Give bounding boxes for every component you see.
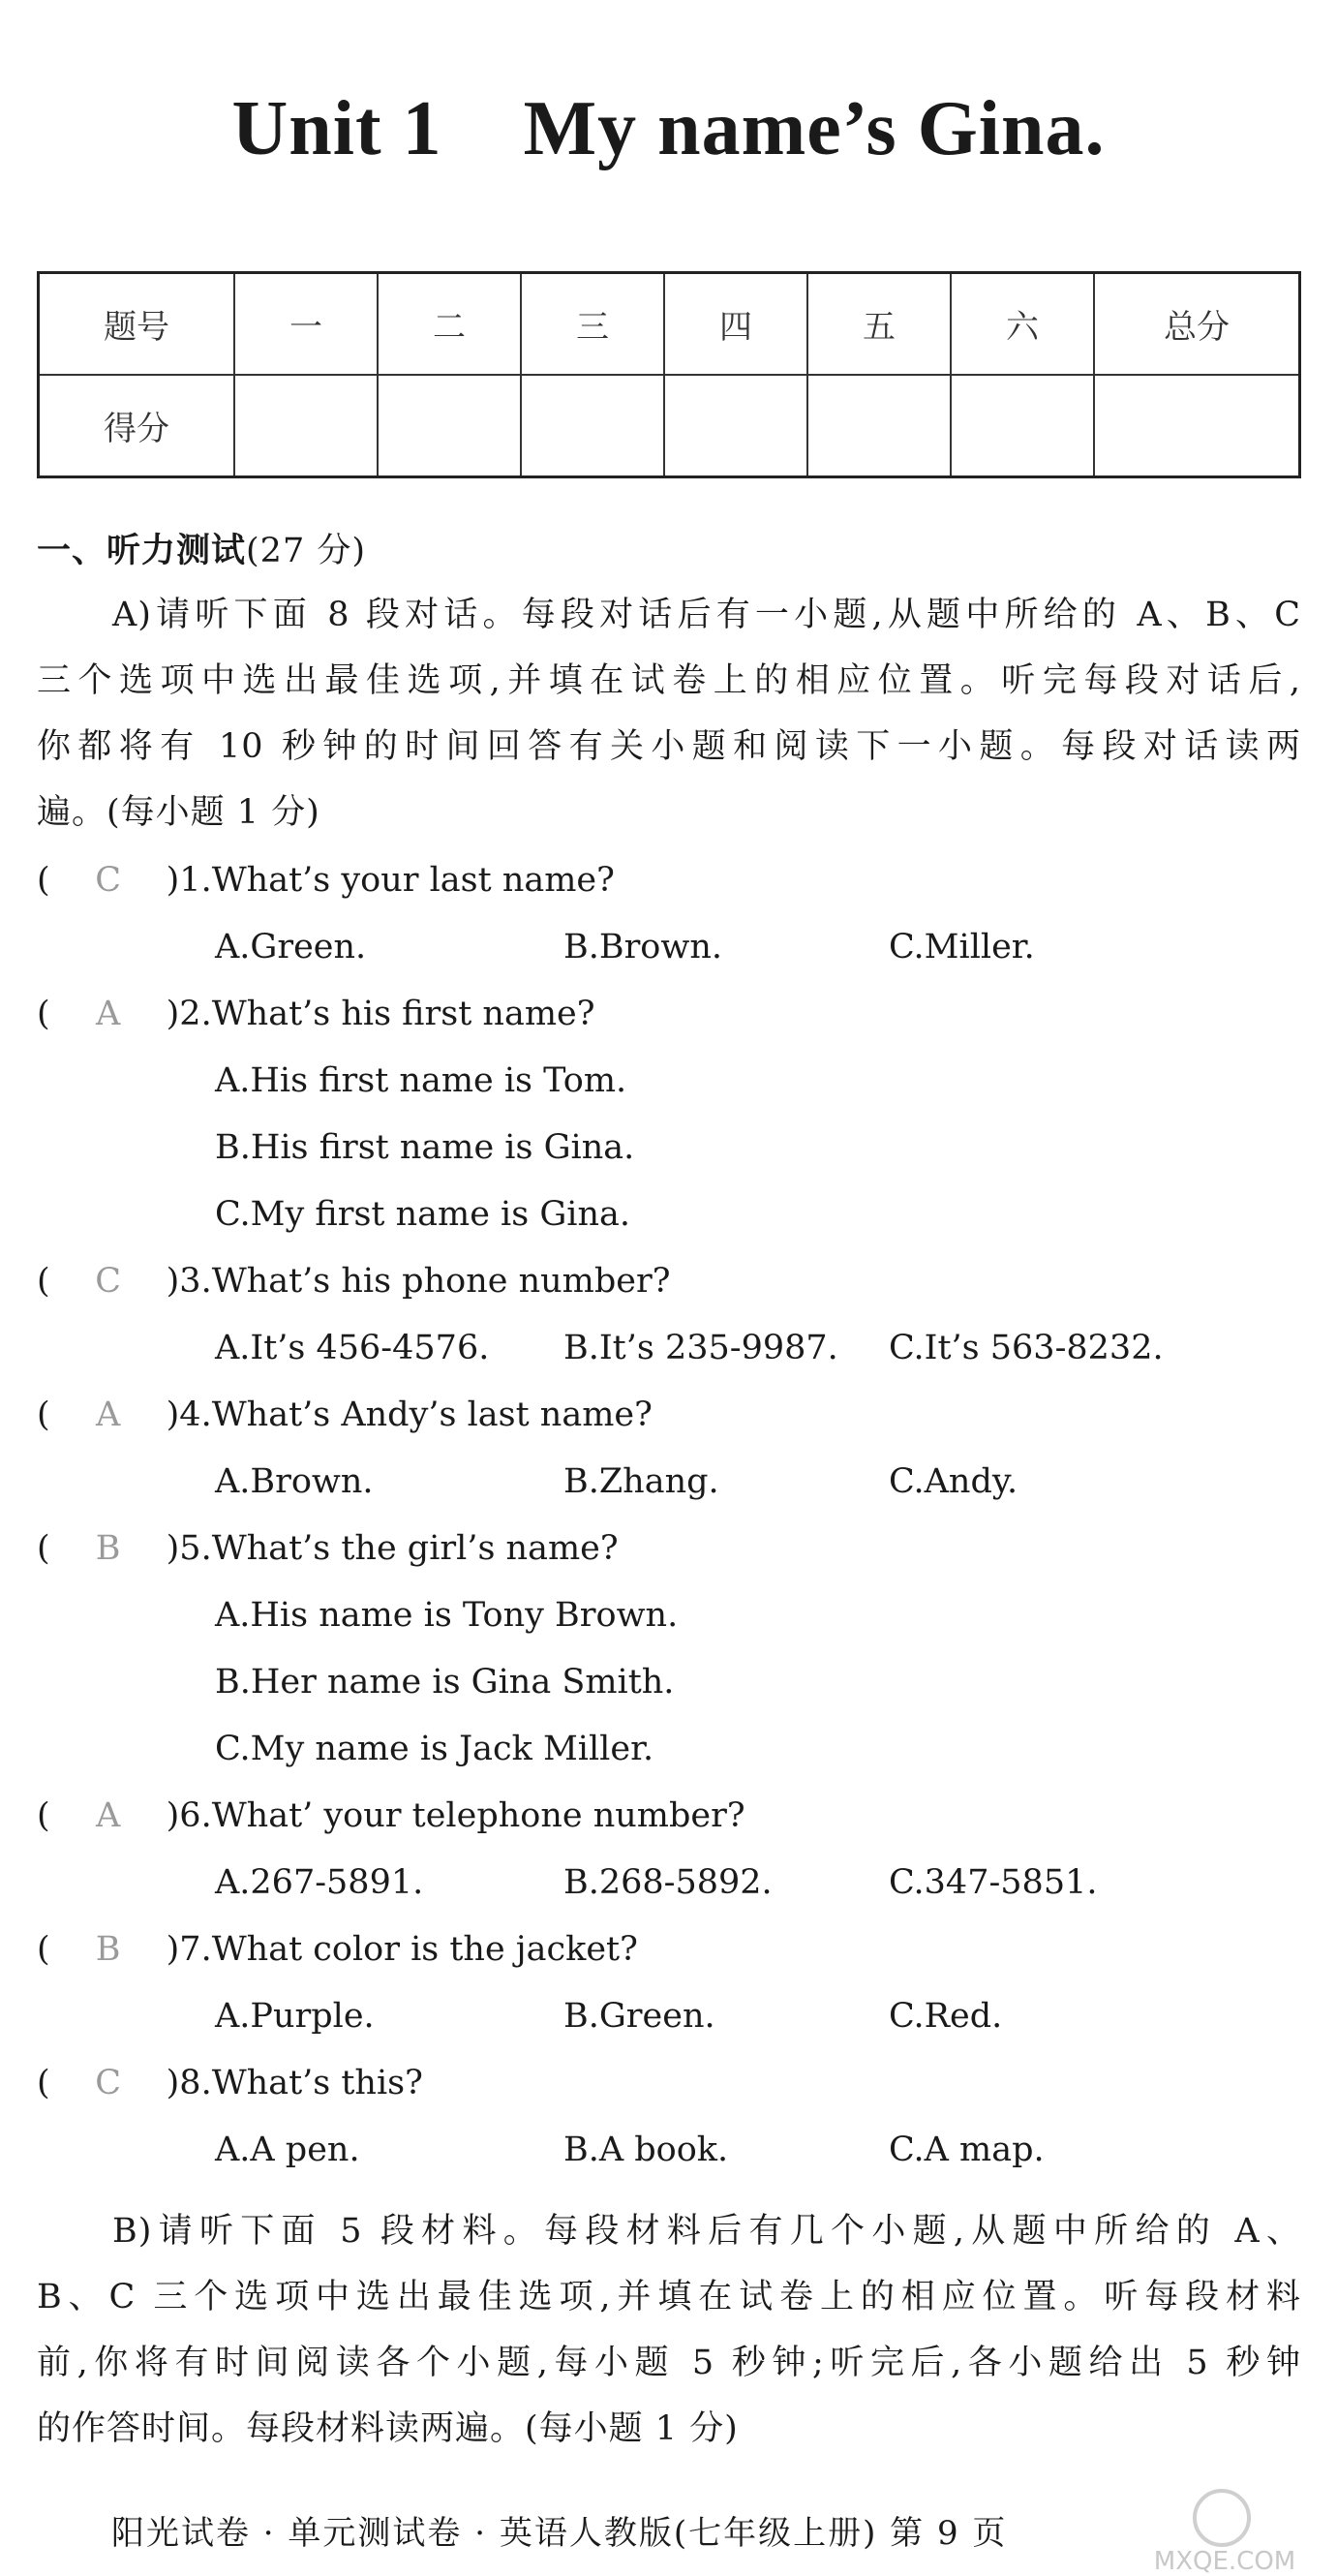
score-header-cell: 四	[664, 273, 807, 376]
answer-paren: (	[37, 861, 50, 900]
watermark	[1133, 2489, 1317, 2576]
part-a-instruction-line: 三个选项中选出最佳选项,并填在试卷上的相应位置。听完每段对话后,	[37, 661, 1301, 700]
question-stem	[37, 1929, 638, 1970]
question-stem	[37, 1395, 653, 1435]
question-stem	[37, 1795, 745, 1836]
score-cell[interactable]	[951, 375, 1094, 477]
answer-option: C.Andy.	[889, 1462, 1018, 1501]
answer-paren: (	[37, 1930, 50, 1969]
section-heading	[37, 531, 1301, 571]
answer-option: B.It’s 235-9987.	[563, 1329, 838, 1367]
answer-paren: (	[37, 2064, 50, 2102]
part-a-instruction-line: A)请听下面 8 段对话。每段对话后有一小题,从题中所给的 A、B、C	[112, 596, 1301, 634]
question-text: )1.What’s your last name?	[166, 861, 615, 900]
page-footer: 阳光试卷 · 单元测试卷 · 英语人教版(七年级上册) 第 9 页	[111, 2514, 1008, 2553]
question-text: )6.What’ your telephone number?	[166, 1796, 745, 1835]
answer-option: A.Green.	[215, 928, 367, 966]
answer-option: B.A book.	[563, 2131, 729, 2169]
question-stem	[37, 1261, 670, 1302]
part-a-instruction-line: 你都将有 10 秒钟的时间回答有关小题和阅读下一小题。每段对话读两	[37, 727, 1301, 766]
answer-option: A.His first name is Tom.	[215, 1061, 627, 1100]
part-b-instruction-line: 前,你将有时间阅读各个小题,每小题 5 秒钟;听完后,各小题给出 5 秒钟	[37, 2344, 1301, 2382]
answer-option: A.A pen.	[215, 2131, 360, 2169]
part-b-instruction-line: B、C 三个选项中选出最佳选项,并填在试卷上的相应位置。听每段材料	[37, 2278, 1301, 2316]
part-a-instruction-line: 遍。(每小题 1 分)	[37, 793, 320, 832]
score-header-cell: 题号	[39, 273, 235, 376]
answer-option: C.My name is Jack Miller.	[215, 1730, 654, 1768]
question-text: )7.What color is the jacket?	[166, 1930, 638, 1969]
answer-option: A.267-5891.	[215, 1863, 424, 1902]
answer-paren: (	[37, 1262, 50, 1301]
answer-option: B.Brown.	[563, 928, 722, 966]
score-cell[interactable]	[378, 375, 521, 477]
score-cell[interactable]	[234, 375, 378, 477]
section-points: (27 分)	[246, 532, 366, 570]
answer-blank[interactable]: C	[95, 861, 122, 900]
answer-paren: (	[37, 995, 50, 1033]
answer-option: B.Zhang.	[563, 1462, 719, 1501]
answer-paren: (	[37, 1796, 50, 1835]
answer-blank[interactable]: C	[95, 2064, 122, 2102]
score-table-header-row	[39, 273, 1300, 376]
answer-blank[interactable]: B	[95, 1930, 121, 1969]
answer-blank[interactable]: C	[95, 1262, 122, 1301]
answer-option: A.His name is Tony Brown.	[215, 1596, 679, 1635]
answer-blank[interactable]: A	[96, 1796, 121, 1835]
answer-paren: (	[37, 1395, 50, 1434]
question-text: )5.What’s the girl’s name?	[166, 1529, 619, 1568]
answer-option: C.My first name is Gina.	[215, 1195, 631, 1234]
score-table	[37, 271, 1301, 478]
answer-option: A.Brown.	[215, 1462, 374, 1501]
answer-blank[interactable]: B	[95, 1529, 121, 1568]
question-text: )4.What’s Andy’s last name?	[166, 1395, 653, 1434]
score-header-cell: 五	[807, 273, 951, 376]
score-row-label: 得分	[39, 375, 235, 477]
question-text: )8.What’s this?	[166, 2064, 423, 2102]
score-header-cell: 三	[521, 273, 664, 376]
question-stem	[37, 1528, 619, 1569]
answer-paren: (	[37, 1529, 50, 1568]
score-table-score-row	[39, 375, 1300, 477]
answer-option: C.It’s 563-8232.	[889, 1329, 1164, 1367]
answer-option: B.268-5892.	[563, 1863, 773, 1902]
score-cell[interactable]	[807, 375, 951, 477]
answer-option: B.Green.	[563, 1997, 715, 2036]
score-header-cell: 六	[951, 273, 1094, 376]
part-b-instruction-line: B)请听下面 5 段材料。每段材料后有几个小题,从题中所给的 A、	[112, 2212, 1301, 2251]
watermark-logo-icon	[1193, 2489, 1251, 2547]
score-header-cell: 二	[378, 273, 521, 376]
section-title: 一、听力测试	[37, 532, 247, 570]
answer-blank[interactable]: A	[96, 1395, 121, 1434]
page-title: Unit 1 My name’s Gina.	[231, 86, 1106, 171]
answer-option: B.His first name is Gina.	[215, 1128, 635, 1167]
question-text: )2.What’s his first name?	[166, 995, 595, 1033]
answer-option: A.Purple.	[215, 1997, 375, 2036]
answer-option: C.Miller.	[889, 928, 1035, 966]
score-cell[interactable]	[521, 375, 664, 477]
answer-option: A.It’s 456-4576.	[215, 1329, 490, 1367]
answer-option: B.Her name is Gina Smith.	[215, 1663, 675, 1702]
question-stem	[37, 860, 615, 901]
answer-option: C.347-5851.	[889, 1863, 1098, 1902]
question-stem	[37, 2063, 423, 2103]
question-stem	[37, 994, 595, 1034]
score-header-cell: 一	[234, 273, 378, 376]
score-cell[interactable]	[1094, 375, 1300, 477]
watermark-text: MXQE.COM	[1153, 2547, 1296, 2576]
score-header-cell: 总分	[1094, 273, 1300, 376]
answer-option: C.Red.	[889, 1997, 1003, 2036]
answer-option: C.A map.	[889, 2131, 1045, 2169]
part-b-instruction-line: 的作答时间。每段材料读两遍。(每小题 1 分)	[37, 2409, 739, 2448]
answer-blank[interactable]: A	[96, 995, 121, 1033]
score-cell[interactable]	[664, 375, 807, 477]
question-text: )3.What’s his phone number?	[166, 1262, 671, 1301]
